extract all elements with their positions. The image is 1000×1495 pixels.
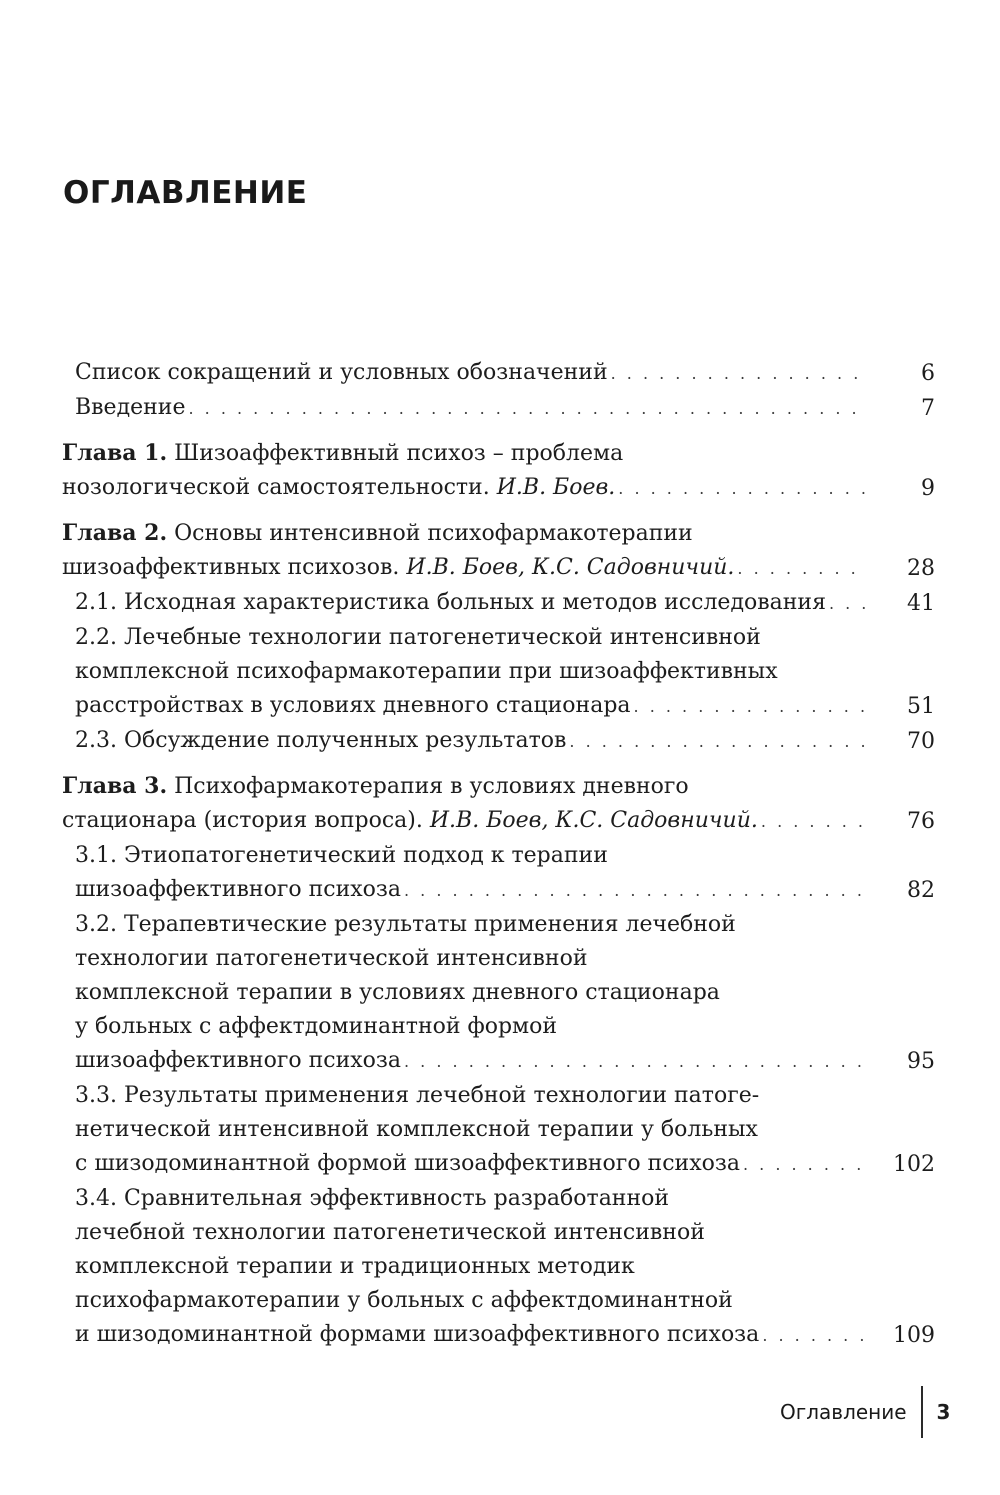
toc-entry-chapter-1[interactable] bbox=[62, 436, 935, 506]
chapter-authors: И.В. Боев, К.С. Садовничий. bbox=[429, 808, 758, 833]
toc-entry-section-3-1[interactable] bbox=[62, 839, 935, 908]
chapter-title-line: шизоаффективных психозов. bbox=[62, 555, 400, 580]
page-number: 70 bbox=[907, 729, 935, 754]
dot-leader bbox=[404, 1045, 866, 1079]
chapter-authors: И.В. Боев, К.С. Садовничий. bbox=[406, 555, 735, 580]
section-title-line: 3.2. Терапевтические результаты применения лечебной bbox=[75, 912, 736, 937]
running-footer bbox=[780, 1386, 950, 1438]
table-of-contents bbox=[62, 356, 935, 1353]
dot-leader bbox=[569, 725, 866, 759]
toc-entry-abbreviations[interactable] bbox=[62, 356, 935, 391]
dot-leader bbox=[634, 690, 866, 724]
chapter-title-line: Шизоаффективный психоз – проблема bbox=[174, 441, 624, 466]
section-title-line: 2.2. Лечебные технологии патогенетической интенсивной bbox=[75, 625, 761, 650]
footer-title: Оглавление bbox=[780, 1400, 907, 1424]
section-title-line: у больных с аффектдоминантной формой bbox=[75, 1014, 558, 1039]
section-title-line: 2.3. Обсуждение полученных результатов bbox=[75, 728, 567, 753]
page-number: 109 bbox=[893, 1323, 935, 1348]
section-title-line: комплексной терапии и традиционных методик bbox=[75, 1254, 635, 1279]
toc-entry-section-3-3[interactable] bbox=[62, 1079, 935, 1182]
page-title: ОГЛАВЛЕНИЕ bbox=[63, 175, 308, 211]
dot-leader bbox=[404, 874, 866, 908]
section-title-line: с шизодоминантной формой шизоаффективного психоза bbox=[75, 1151, 740, 1176]
page-number: 41 bbox=[907, 591, 935, 616]
page-number: 6 bbox=[921, 361, 935, 386]
section-title-line: комплексной психофармакотерапии при шизоаффективных bbox=[75, 659, 778, 684]
dot-leader bbox=[829, 587, 866, 621]
section-title-line: психофармакотерапии у больных с аффектдоминантной bbox=[75, 1288, 733, 1313]
dot-leader bbox=[737, 552, 866, 586]
dot-leader bbox=[762, 1319, 866, 1353]
chapter-label: Глава 2. bbox=[62, 520, 168, 546]
section-title-line: 3.3. Результаты применения лечебной технологии патоге- bbox=[75, 1083, 760, 1108]
section-title-line: 3.1. Этиопатогенетический подход к терапии bbox=[75, 843, 608, 868]
section-title-line: и шизодоминантной формами шизоаффективного психоза bbox=[75, 1322, 760, 1347]
chapter-title-line: Психофармакотерапия в условиях дневного bbox=[174, 774, 689, 799]
toc-entry-section-2-2[interactable] bbox=[62, 621, 935, 724]
chapter-authors: И.В. Боев. bbox=[496, 475, 616, 500]
dot-leader bbox=[761, 805, 866, 839]
footer-page-number: 3 bbox=[936, 1400, 951, 1424]
chapter-title-line: Основы интенсивной психофармакотерапии bbox=[174, 521, 693, 546]
page-number: 7 bbox=[921, 396, 935, 421]
page-number: 9 bbox=[921, 476, 935, 501]
toc-entry-section-3-2[interactable] bbox=[62, 908, 935, 1079]
section-title-line: комплексной терапии в условиях дневного стационара bbox=[75, 980, 720, 1005]
dot-leader bbox=[743, 1148, 866, 1182]
toc-entry-chapter-3[interactable] bbox=[62, 769, 935, 839]
page-number: 28 bbox=[907, 556, 935, 581]
section-title-line: технологии патогенетической интенсивной bbox=[75, 946, 588, 971]
section-title-line: расстройствах в условиях дневного стационара bbox=[75, 693, 631, 718]
section-title-line: шизоаффективного психоза bbox=[75, 1048, 401, 1073]
entry-text: Список сокращений и условных обозначений bbox=[75, 360, 608, 385]
page-number: 102 bbox=[893, 1152, 935, 1177]
page-number: 76 bbox=[907, 809, 935, 834]
toc-entry-chapter-2[interactable] bbox=[62, 516, 935, 586]
chapter-label: Глава 3. bbox=[62, 773, 168, 799]
chapter-title-line: нозологической самостоятельности. bbox=[62, 475, 490, 500]
section-title-line: 2.1. Исходная характеристика больных и методов исследования bbox=[75, 590, 826, 615]
toc-entry-introduction[interactable] bbox=[62, 391, 935, 426]
chapter-title-line: стационара (история вопроса). bbox=[62, 808, 423, 833]
page-number: 82 bbox=[907, 878, 935, 903]
page-number: 51 bbox=[907, 694, 935, 719]
section-title-line: нетической интенсивной комплексной терапии у больных bbox=[75, 1117, 758, 1142]
dot-leader bbox=[188, 392, 866, 426]
dot-leader bbox=[611, 357, 866, 391]
section-title-line: 3.4. Сравнительная эффективность разработанной bbox=[75, 1186, 670, 1211]
section-title-line: шизоаффективного психоза bbox=[75, 877, 401, 902]
page-number: 95 bbox=[907, 1049, 935, 1074]
entry-text: Введение bbox=[75, 395, 186, 420]
dot-leader bbox=[618, 472, 866, 506]
toc-entry-section-3-4[interactable] bbox=[62, 1182, 935, 1353]
toc-entry-section-2-1[interactable] bbox=[62, 586, 935, 621]
toc-entry-section-2-3[interactable] bbox=[62, 724, 935, 759]
chapter-label: Глава 1. bbox=[62, 440, 168, 466]
section-title-line: лечебной технологии патогенетической интенсивной bbox=[75, 1220, 705, 1245]
